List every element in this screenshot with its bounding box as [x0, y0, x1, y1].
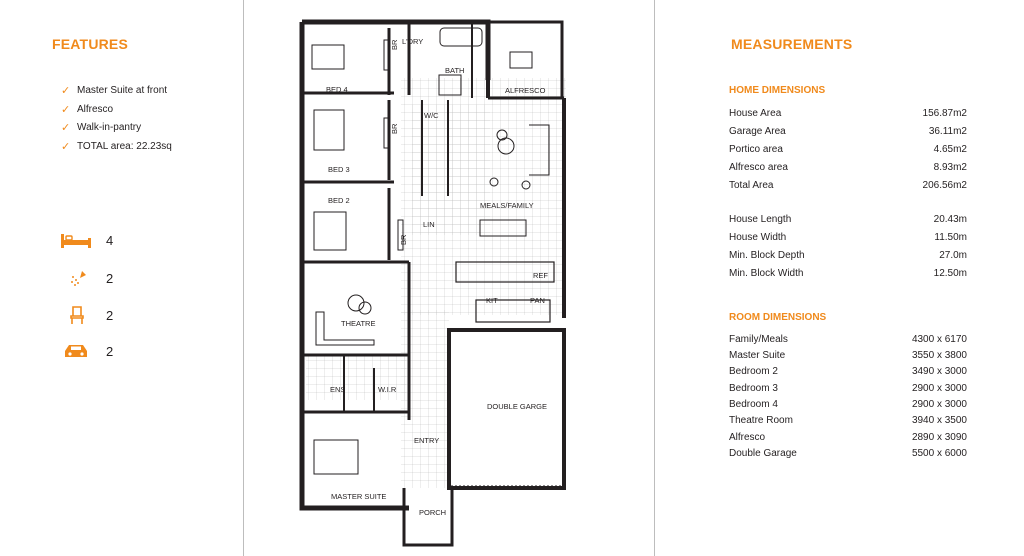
- features-list: [61, 82, 172, 156]
- home-row: Portico area 4.65m2: [729, 144, 967, 155]
- home-row: Garage Area 36.11m2: [729, 126, 967, 137]
- home-row: House Area 156.87m2: [729, 108, 967, 119]
- room-meals-family-label: MEALS/FAMILY: [480, 201, 534, 210]
- room-linen-label: LIN: [423, 220, 435, 229]
- bed-icon: [60, 230, 96, 250]
- room-bed3-label: BED 3: [328, 165, 350, 174]
- room-row: Alfresco 2890 x 3090: [729, 432, 967, 443]
- home-size-row: House Width 11.50m: [729, 232, 967, 243]
- bedrooms-stat: 4: [60, 230, 113, 250]
- room-dimensions-heading: ROOM DIMENSIONS: [729, 312, 827, 323]
- feature-item: ✓ Alfresco: [61, 101, 172, 120]
- check-icon: ✓: [61, 122, 71, 134]
- room-bath-label: BATH: [445, 66, 465, 75]
- room-ensuite-label: ENS: [330, 385, 346, 394]
- room-pantry-label: PAN: [530, 296, 545, 305]
- check-icon: ✓: [61, 140, 71, 153]
- feature-item: ✓ Walk-in-pantry: [61, 119, 172, 138]
- room-row: Theatre Room 3940 x 3500: [729, 415, 967, 426]
- room-entry-label: ENTRY: [414, 436, 440, 445]
- garage-stat: 2: [60, 341, 113, 361]
- room-master-suite-label: MASTER SUITE: [331, 492, 387, 501]
- right-divider: [654, 0, 655, 556]
- room-theatre-label: THEATRE: [341, 319, 376, 328]
- room-bed2-label: BED 2: [328, 196, 350, 205]
- home-size-row: Min. Block Width 12.50m: [729, 268, 967, 279]
- room-garage-label: DOUBLE GARGE: [487, 402, 548, 411]
- home-size-row: Min. Block Depth 27.0m: [729, 250, 967, 261]
- robe-bed2-label: BR: [399, 234, 408, 245]
- room-row: Family/Meals 4300 x 6170: [729, 334, 967, 345]
- chair-icon: [60, 305, 96, 325]
- shower-icon: [60, 268, 96, 288]
- room-kitchen-label: KIT: [486, 296, 498, 305]
- room-row: Bedroom 4 2900 x 3000: [729, 399, 967, 410]
- check-icon: ✓: [61, 103, 71, 116]
- room-row: Bedroom 3 2900 x 3000: [729, 383, 967, 394]
- room-row: Master Suite 3550 x 3800: [729, 350, 967, 361]
- room-porch-label: PORCH: [419, 508, 447, 517]
- living-stat: 2: [60, 305, 113, 325]
- robe-bed4-label: BR: [390, 39, 399, 50]
- car-icon: [60, 341, 96, 361]
- floor-plan: [244, 0, 654, 556]
- home-dimensions-heading: HOME DIMENSIONS: [729, 85, 826, 96]
- home-row: Alfresco area 8.93m2: [729, 162, 967, 173]
- features-heading: FEATURES: [52, 36, 129, 52]
- room-wir-label: W.I.R: [378, 385, 397, 394]
- bathrooms-stat: 2: [60, 268, 113, 288]
- robe-bed3-label: BR: [390, 123, 399, 134]
- room-wc-label: W/C: [424, 111, 439, 120]
- room-row: Bedroom 2 3490 x 3000: [729, 366, 967, 377]
- feature-item: ✓ Master Suite at front: [61, 82, 172, 101]
- room-alfresco-label: ALFRESCO: [505, 86, 546, 95]
- room-fridge-label: REF: [533, 271, 548, 280]
- room-bed4-label: BED 4: [326, 85, 348, 94]
- room-row: Double Garage 5500 x 6000: [729, 448, 967, 459]
- check-icon: ✓: [61, 85, 71, 97]
- measurements-heading: MEASUREMENTS: [731, 36, 853, 52]
- home-row: Total Area 206.56m2: [729, 180, 967, 191]
- home-size-row: House Length 20.43m: [729, 214, 967, 225]
- room-laundry-label: L'DRY: [402, 37, 424, 46]
- feature-item: ✓ TOTAL area: 22.23sq: [61, 138, 172, 157]
